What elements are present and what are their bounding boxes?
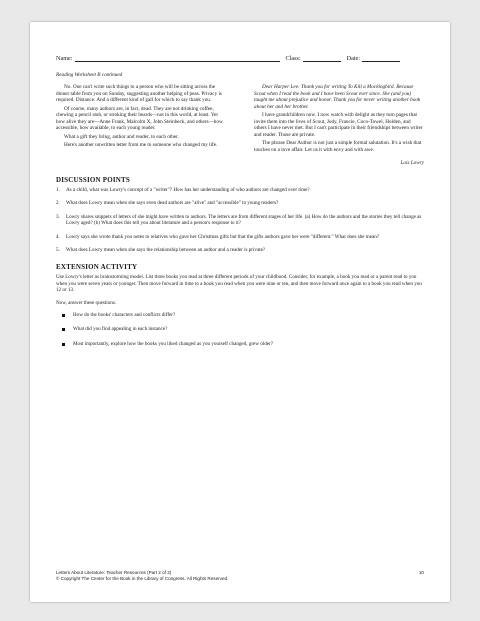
- letter-paragraph: Of course, many authors are, in fact, dead. They are not drinking coffee, chewing a pencil stub, or stroking their beards—not in this world, at least. Yet how alive they are—Anne Frank, Malcolm X, John Steinbeck, and others—how accessible, how available, to each young reader.: [56, 105, 223, 131]
- footer-title: Letters About Literature: Teacher Resources (Part 2 of 2): [56, 570, 172, 575]
- extension-prompt: Now, answer these questions.: [56, 299, 117, 306]
- letter-paragraph: I have grandchildren now. I now watch with delight as they turn pages that invite them into the lives of Scout, Jody, Francie, Coco-Towel, Holden, and others I have never met. But I can't participate in their friendships between writer and reader. Those are private.: [254, 112, 423, 138]
- discussion-question: 3. Lowry shares snippets of letters of she might have written to authors. The letters are from different stages of her life. (a) How do the authors and the stories they tell change as Lowry aged? (b) What does this tell you about literature and a person's response to it?: [56, 213, 422, 227]
- extension-intro: Use Lowry's letter as brainstorming model. List three books you read at three different periods of your childhood. Consider, for example, a book you read or a parent read to you when you were seven years or younger. Then move forward in time to a book you read when you were nine or ten, and then move forward once again to a book you read when you 12 or 13.: [56, 274, 422, 294]
- letter-signature: Lois Lowry: [400, 160, 424, 166]
- date-line: [362, 55, 400, 62]
- worksheet-subtitle: Reading Worksheet B continued: [56, 72, 123, 78]
- footer-copyright: © Copyright The Center for the Book in the Library of Congress. All Rights Reserved.: [56, 576, 229, 581]
- bullet-icon: [62, 314, 65, 317]
- extension-heading: EXTENSION ACTIVITY: [56, 263, 138, 272]
- letter-paragraph-italic: Dear Harper Lee: Thank you for writing To Kill a Mockingbird. Because Scout when I read the book and I have been Scout ever since. She (and you) taught me about prejudice and honor. Thank you for never writing another book about her and her brother.: [254, 84, 421, 110]
- letter-paragraph: The phrase Dear Author is not just a simple formal salutation. It's a wish that touches on a love affair. Let us it with envy and with awe.: [254, 140, 422, 153]
- name-line: [75, 55, 280, 62]
- extension-bullet: Most importantly, explore how the books you liked changed as you yourself changed, grew older?: [62, 341, 424, 347]
- class-line: [303, 55, 341, 62]
- letter-paragraph: What a gift they bring, author and reader, to each other.: [64, 133, 179, 140]
- extension-bullets: [56, 312, 424, 347]
- bullet-icon: [62, 343, 65, 346]
- letter-column-left: [56, 84, 226, 155]
- page-content: [56, 52, 424, 582]
- extension-bullet: What did you find appealing in each instance?: [62, 326, 424, 332]
- letter-paragraph: No. One can't write such things to a person who will be sitting across the dinner table from you on Sunday, suggesting another helping of peas. Privacy is required. Distance. And a different kind of gall for which to say thank you.: [56, 84, 222, 103]
- date-label: Date:: [346, 55, 361, 62]
- letter-paragraph: Here's another unwritten letter from me to someone who changed my life.: [64, 142, 218, 148]
- discussion-question: 1. As a child, what was Lowry's concept of a "writer"? How has her understanding of who authors are changed over time?: [56, 187, 310, 193]
- discussion-list: [56, 187, 424, 253]
- bullet-icon: [62, 328, 65, 331]
- worksheet-page: [30, 22, 450, 602]
- extension-bullet: How do the books' characters and conflicts differ?: [62, 312, 424, 318]
- page-number: 10: [418, 570, 424, 575]
- discussion-question: 4. Lowry says she wrote thank you notes to relatives who gave her Christmas gifts but that the gifts authors gave her were "different." What does she mean?: [56, 233, 380, 240]
- letter-text: [56, 84, 424, 155]
- discussion-heading: DISCUSSION POINTS: [56, 176, 131, 184]
- discussion-question: 2. What does Lowry mean when she says even dead authors are "alive" and "accessible" to young readers?: [56, 200, 279, 207]
- letter-column-right: [254, 84, 424, 155]
- page-footer: [56, 570, 424, 582]
- class-label: Class:: [285, 55, 301, 62]
- discussion-question: 5. What does Lowry mean when she says the relationship between an author and a reader is private?: [56, 247, 266, 254]
- name-label: Name:: [56, 55, 73, 62]
- header-fields: [56, 52, 424, 62]
